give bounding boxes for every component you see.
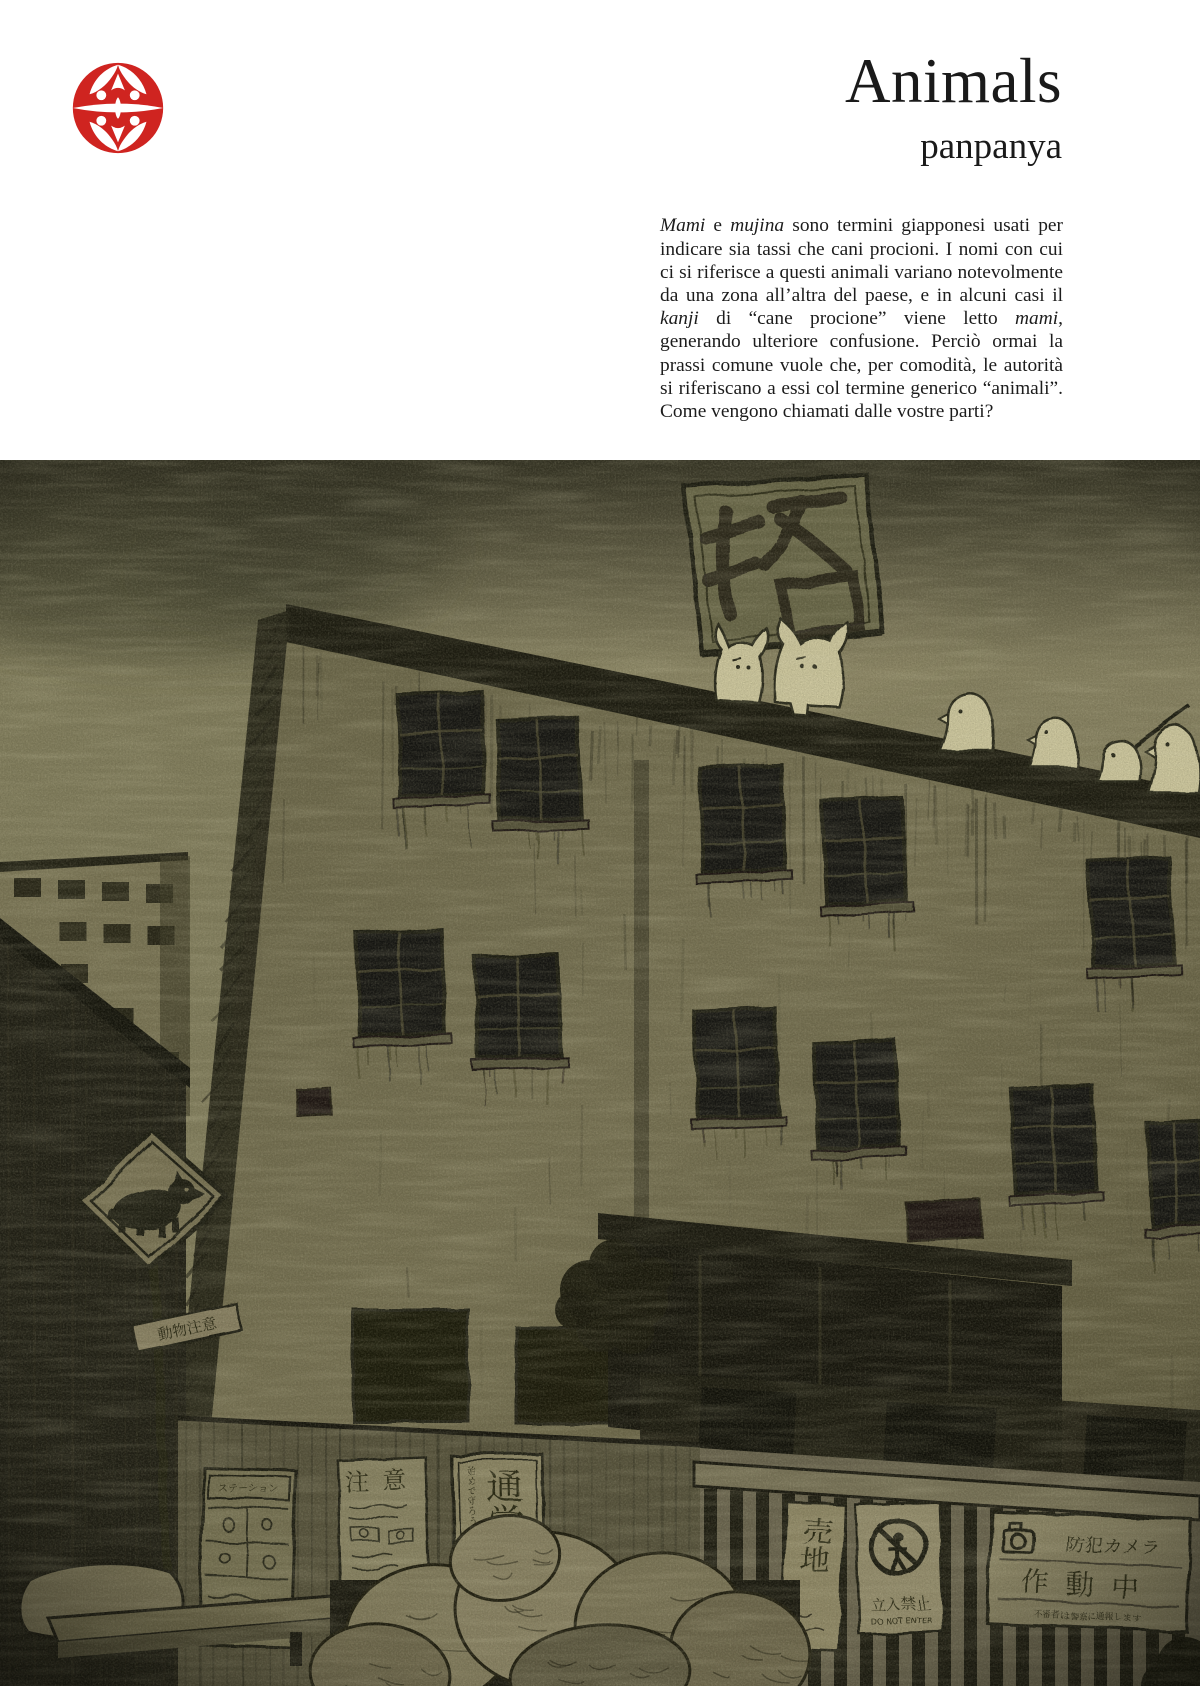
intro-segment: e [705, 215, 731, 237]
cover-illustration [0, 460, 1200, 1686]
intro-segment: mami [1015, 308, 1059, 330]
intro-segment: sono termini giapponesi usati per indicare sia tassi che cani procioni. I nomi con cui ci si riferisce a questi animali variano notevolmente da una zona all’altra del paese, e in alcuni casi il [660, 215, 1063, 306]
intro-segment: mujina [730, 215, 785, 237]
logo-medallion-icon [73, 63, 163, 153]
page-title: Animals [845, 46, 1062, 116]
intro-paragraph [660, 214, 1063, 423]
intro-segment: di “cane procione” viene letto [698, 308, 1016, 330]
intro-segment: kanji [660, 308, 699, 330]
vignette [0, 460, 1200, 1686]
author-name: panpanya [920, 126, 1062, 167]
publisher-logo [68, 54, 168, 162]
intro-segment: Mami [660, 215, 706, 237]
intro-segment: , generando ulteriore confusione. Perciò ormai la prassi comune vuole che, per comodità, le autorità si riferiscano a essi col termine generico “animali”. Come vengono chiamati dalle vostre parti? [660, 308, 1063, 423]
